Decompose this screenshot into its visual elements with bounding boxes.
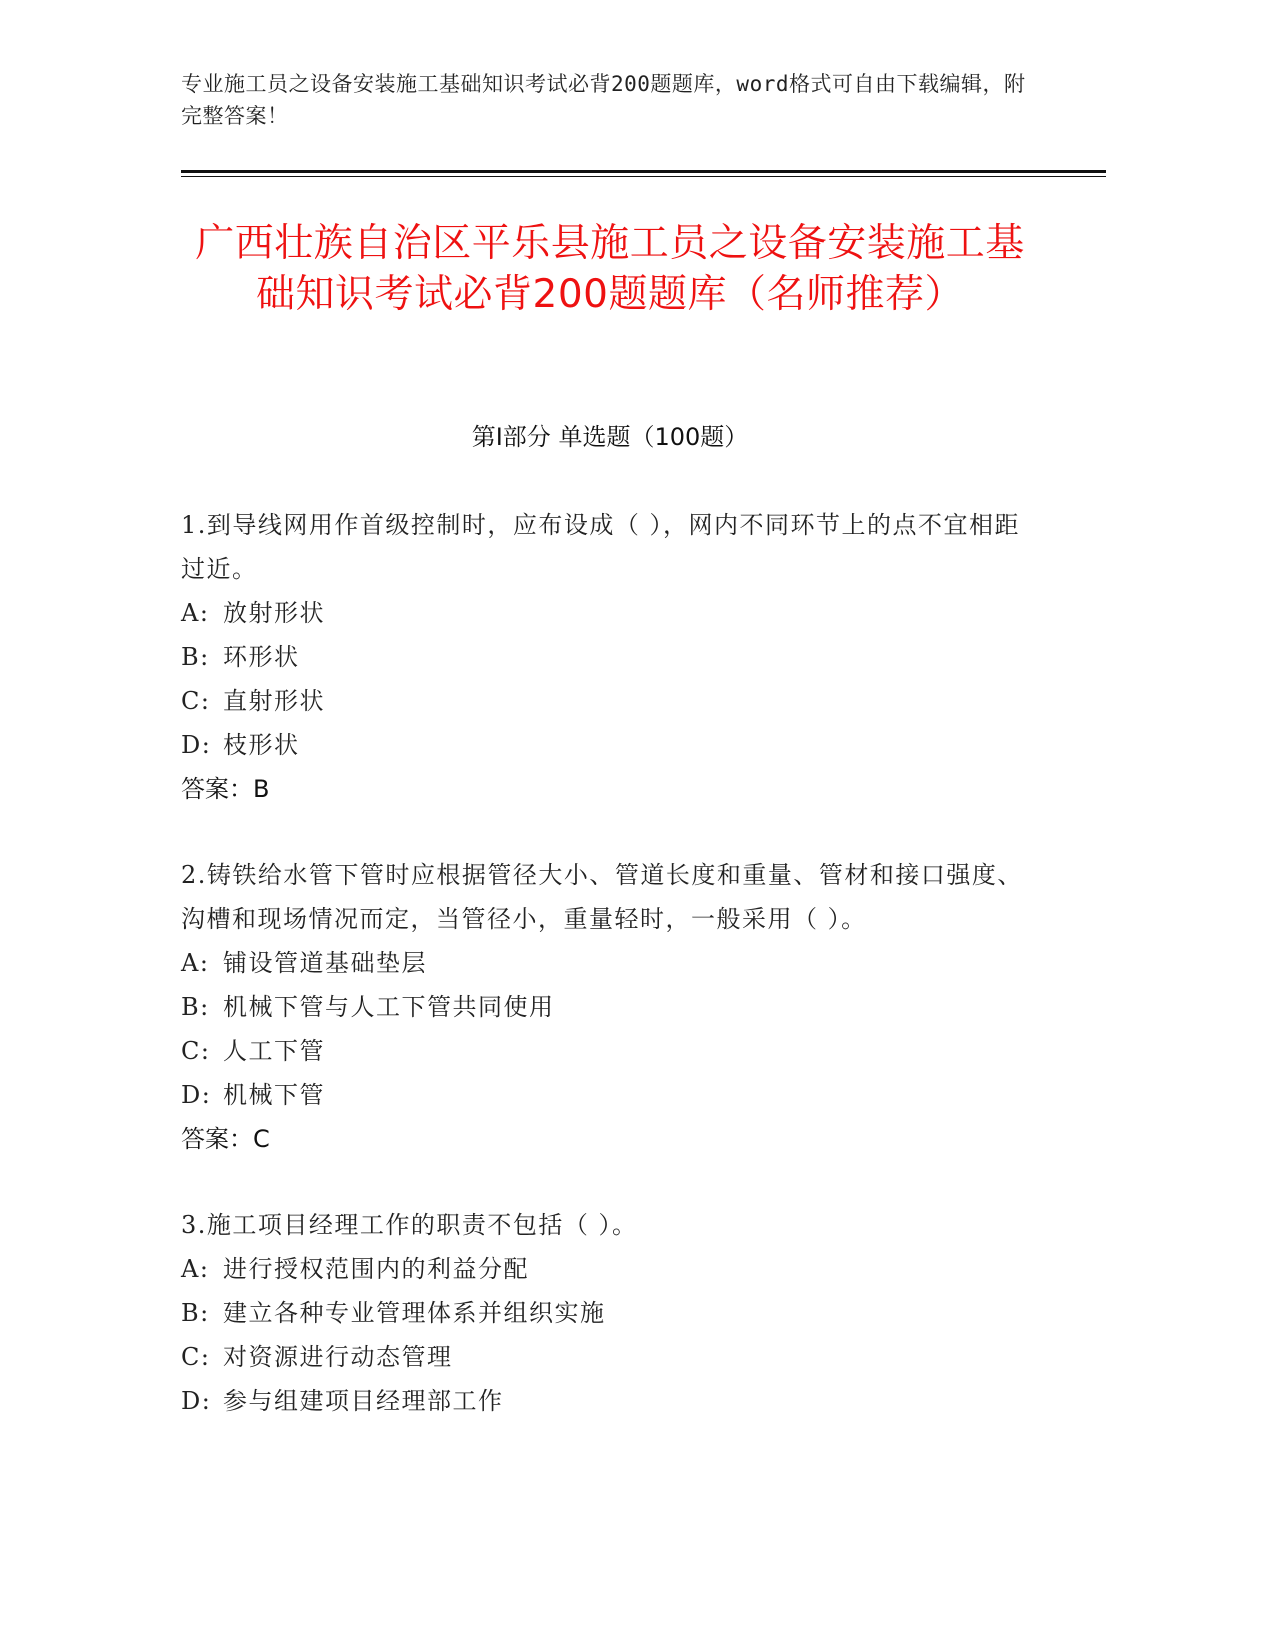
- option-b: [181, 1291, 1041, 1335]
- option-text: 枝形状: [223, 731, 300, 759]
- option-text: 环形状: [223, 643, 300, 671]
- option-letter: C:: [181, 1037, 211, 1065]
- question-stem: 2.铸铁给水管下管时应根据管径大小、管道长度和重量、管材和接口强度、沟槽和现场情况而定，当管径小，重量轻时，一般采用（ ）。: [181, 861, 1023, 933]
- option-c: [181, 1029, 1041, 1073]
- answer-line: [181, 767, 1041, 811]
- option-c: [181, 1335, 1041, 1379]
- option-letter: D:: [181, 1081, 212, 1109]
- option-b: [181, 635, 1041, 679]
- option-text: 机械下管: [223, 1081, 325, 1109]
- option-text: 参与组建项目经理部工作: [223, 1387, 504, 1415]
- option-letter: D:: [181, 731, 212, 759]
- question-item: [181, 1203, 1041, 1423]
- option-text: 建立各种专业管理体系并组织实施: [223, 1299, 606, 1327]
- option-d: [181, 1073, 1041, 1117]
- option-text: 直射形状: [223, 687, 325, 715]
- option-letter: B:: [181, 643, 210, 671]
- option-b: [181, 985, 1041, 1029]
- option-letter: A:: [181, 599, 210, 627]
- answer-label: 答案：: [181, 1125, 253, 1153]
- option-text: 机械下管与人工下管共同使用: [223, 993, 555, 1021]
- option-letter: A:: [181, 1255, 210, 1283]
- question-item: [181, 503, 1041, 811]
- section-title: 第Ⅰ部分 单选题（100题）: [471, 423, 749, 451]
- answer-value: C: [253, 1125, 270, 1153]
- option-d: [181, 1379, 1041, 1423]
- option-letter: D:: [181, 1387, 212, 1415]
- option-letter: C:: [181, 1343, 211, 1371]
- option-text: 对资源进行动态管理: [223, 1343, 453, 1371]
- header-divider-thin: [181, 176, 1106, 177]
- answer-line: [181, 1117, 1041, 1161]
- question-list: [181, 503, 1041, 1465]
- question-item: [181, 853, 1041, 1161]
- option-a: [181, 591, 1041, 635]
- option-letter: B:: [181, 1299, 210, 1327]
- option-d: [181, 723, 1041, 767]
- header-note: 专业施工员之设备安装施工基础知识考试必背200题题库，word格式可自由下载编辑，附完整答案！: [181, 72, 1026, 128]
- option-text: 进行授权范围内的利益分配: [223, 1255, 529, 1283]
- question-stem: 3.施工项目经理工作的职责不包括（ ）。: [181, 1211, 638, 1239]
- document-title: 广西壮族自治区平乐县施工员之设备安装施工基础知识考试必背200题题库（名师推荐）: [195, 221, 1025, 317]
- question-stem: 1.到导线网用作首级控制时，应布设成（ ），网内不同环节上的点不宜相距过近。: [181, 511, 1021, 583]
- option-letter: B:: [181, 993, 210, 1021]
- answer-label: 答案：: [181, 775, 253, 803]
- answer-value: B: [253, 775, 270, 803]
- option-letter: A:: [181, 949, 210, 977]
- option-c: [181, 679, 1041, 723]
- option-text: 人工下管: [223, 1037, 325, 1065]
- option-a: [181, 1247, 1041, 1291]
- option-letter: C:: [181, 687, 211, 715]
- option-a: [181, 941, 1041, 985]
- option-text: 铺设管道基础垫层: [223, 949, 427, 977]
- header-divider-thick: [181, 170, 1106, 173]
- option-text: 放射形状: [223, 599, 325, 627]
